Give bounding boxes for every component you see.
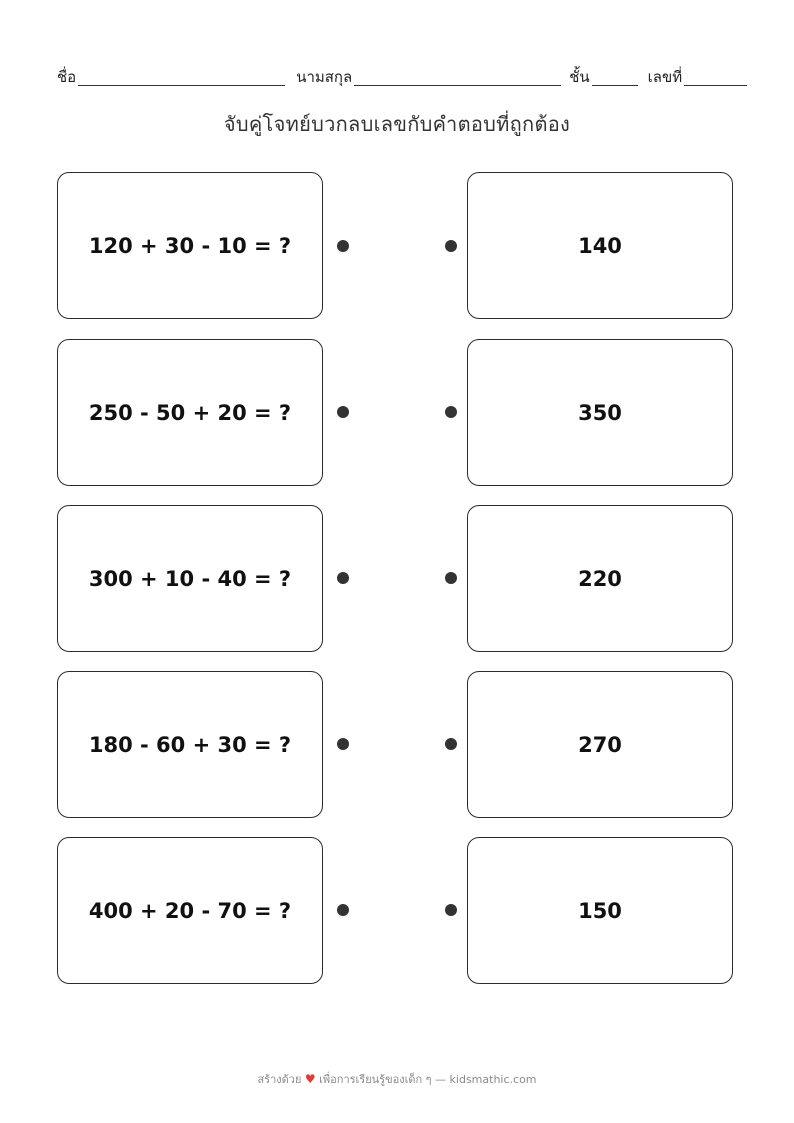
question-card: 400 + 20 - 70 = ? — [57, 837, 323, 984]
footer-credit — [0, 1070, 794, 1088]
answer-connector-dot[interactable] — [445, 240, 457, 252]
answer-card: 270 — [467, 671, 733, 818]
answer-connector-dot[interactable] — [445, 572, 457, 584]
answer-card: 220 — [467, 505, 733, 652]
footer-suffix: เพื่อการเรียนรู้ของเด็ก ๆ — kidsmathic.com — [319, 1073, 537, 1086]
question-connector-dot[interactable] — [337, 240, 349, 252]
surname-label: นามสกุล — [296, 68, 353, 86]
class-field-line[interactable] — [592, 65, 638, 86]
student-info-row — [57, 62, 747, 86]
class-label: ชั้น — [569, 68, 590, 86]
surname-field-line[interactable] — [354, 65, 561, 86]
question-connector-dot[interactable] — [337, 406, 349, 418]
question-card: 300 + 10 - 40 = ? — [57, 505, 323, 652]
answer-card: 150 — [467, 837, 733, 984]
answer-connector-dot[interactable] — [445, 406, 457, 418]
question-card: 250 - 50 + 20 = ? — [57, 339, 323, 486]
question-connector-dot[interactable] — [337, 572, 349, 584]
question-card: 180 - 60 + 30 = ? — [57, 671, 323, 818]
number-label: เลขที่ — [647, 68, 683, 86]
name-label: ชื่อ — [57, 68, 77, 86]
answer-connector-dot[interactable] — [445, 738, 457, 750]
heart-icon: ♥ — [304, 1072, 316, 1086]
name-field-line[interactable] — [78, 65, 285, 86]
answer-card: 350 — [467, 339, 733, 486]
question-connector-dot[interactable] — [337, 904, 349, 916]
footer-prefix: สร้างด้วย — [257, 1073, 302, 1086]
number-field-line[interactable] — [684, 65, 747, 86]
worksheet-title: จับคู่โจทย์บวกลบเลขกับคำตอบที่ถูกต้อง — [223, 112, 571, 136]
question-connector-dot[interactable] — [337, 738, 349, 750]
answer-connector-dot[interactable] — [445, 904, 457, 916]
question-card: 120 + 30 - 10 = ? — [57, 172, 323, 319]
answer-card: 140 — [467, 172, 733, 319]
